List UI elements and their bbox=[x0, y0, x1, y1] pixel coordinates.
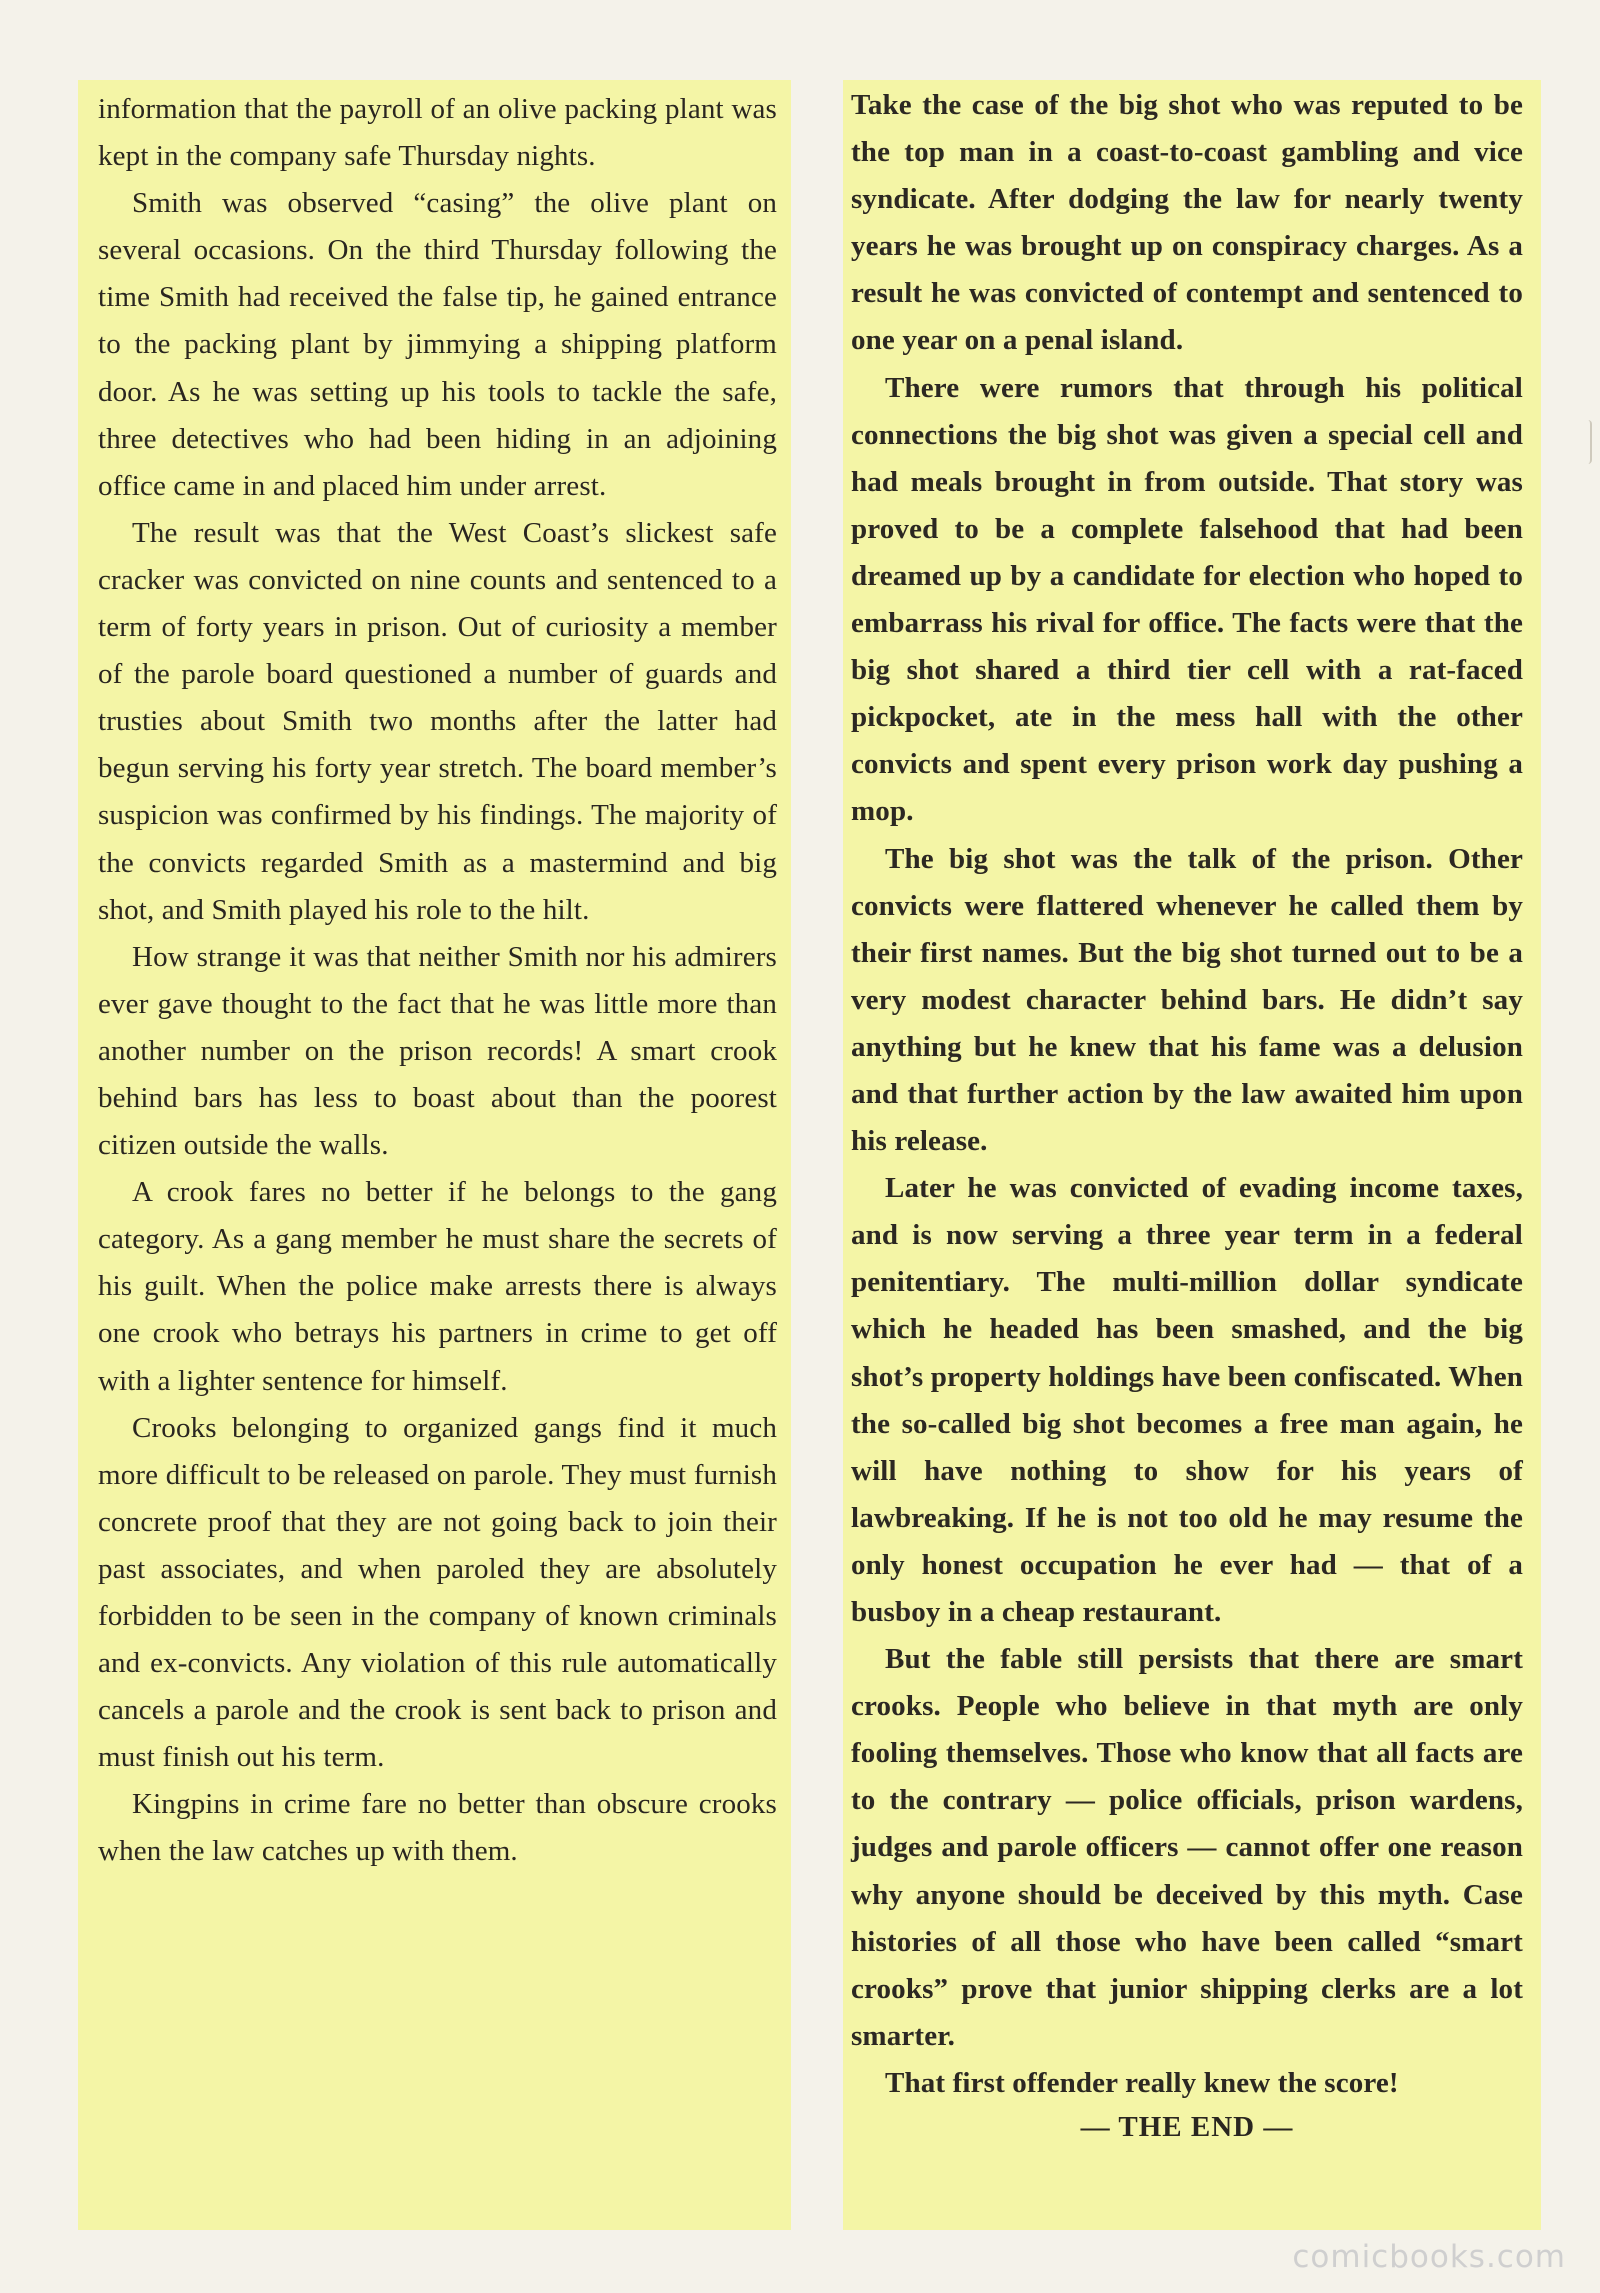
the-end-label: — THE END — bbox=[1080, 2111, 1294, 2144]
left-paragraph-3: The result was that the West Coast’s slickest safe cracker was convicted on nine counts and sentenced to a term of forty years in prison. Out of curiosity a member of the parole board questioned a number of guards and trusties about Smith two months after the latter had begun serving his forty year stretch. The board member’s suspicion was confirmed by his findings. The majority of the convicts regarded Smith as a mastermind and big shot, and Smith played his role to the hilt. bbox=[98, 516, 777, 926]
right-column bbox=[851, 82, 1523, 2144]
left-paragraph-2: Smith was observed “casing” the olive plant on several occasions. On the third Thursday following the time Smith had received the false tip, he gained entrance to the packing plant by jimmying a shipping platform door. As he was setting up his tools to tackle the safe, three detectives who had been hiding in an adjoining office came in and placed him under arrest. bbox=[98, 187, 777, 502]
left-paragraph-1: information that the payroll of an olive packing plant was kept in the company safe Thursday nights. bbox=[98, 93, 777, 173]
right-paragraph-6: That first offender really knew the score! bbox=[885, 2066, 1399, 2099]
left-paragraph-5: A crook fares no better if he belongs to the gang category. As a gang member he must share the secrets of his guilt. When the police make arrests there is always one crook who betrays his partners in crime to get off with a lighter sentence for himself. bbox=[98, 1176, 777, 1397]
left-paragraph-4: How strange it was that neither Smith nor his admirers ever gave thought to the fact that he was little more than another number on the prison records! A smart crook behind bars has less to boast about than the poorest citizen outside the walls. bbox=[98, 940, 777, 1162]
page-edge-mark bbox=[1588, 420, 1592, 464]
right-paragraph-3: The big shot was the talk of the prison. Other convicts were flattered whenever he called them by their first names. But the big shot turned out to be a very modest character behind bars. He didn’t say anything but he knew that his fame was a delusion and that further action by the law awaited him upon his release. bbox=[851, 842, 1523, 1158]
right-paragraph-1: Take the case of the big shot who was reputed to be the top man in a coast-to-coast gambling and vice syndicate. After dodging the law for nearly twenty years he was brought up on conspiracy charges. As a result he was convicted of contempt and sentenced to one year on a penal island. bbox=[851, 89, 1523, 357]
left-column bbox=[98, 86, 777, 1876]
right-paragraph-4: Later he was convicted of evading income taxes, and is now serving a three year term in a federal penitentiary. The multi-million dollar syndicate which he headed has been smashed, and the big shot’s property holdings have been confiscated. When the so-called big shot becomes a free man again, he will have nothing to show for his years of lawbreaking. If he is not too old he may resume the only honest occupation he ever had — that of a busboy in a cheap restaurant. bbox=[851, 1172, 1523, 1628]
left-paragraph-7: Kingpins in crime fare no better than obscure crooks when the law catches up with them. bbox=[98, 1788, 777, 1868]
right-paragraph-5: But the fable still persists that there are smart crooks. People who believe in that myth are only fooling themselves. Those who know that all facts are to the contrary — police officials, prison wardens, judges and parole officers — cannot offer one reason why anyone should be deceived by this myth. Case histories of all those who have been called “smart crooks” prove that junior shipping clerks are a lot smarter. bbox=[851, 1643, 1523, 2052]
left-paragraph-6: Crooks belonging to organized gangs find it much more difficult to be released on parole. They must furnish concrete proof that they are not going back to join their past associates, and when paroled they are absolutely forbidden to be seen in the company of known criminals and ex-convicts. Any violation of this rule automatically cancels a parole and the crook is sent back to prison and must finish out his term. bbox=[98, 1411, 777, 1774]
left-text-panel bbox=[78, 80, 791, 2230]
watermark: comicbooks.com bbox=[1292, 2239, 1566, 2275]
right-paragraph-2: There were rumors that through his political connections the big shot was given a special cell and had meals brought in from outside. That story was proved to be a complete falsehood that had been dreamed up by a candidate for election who hoped to embarrass his rival for office. The facts were that the big shot shared a third tier cell with a rat-faced pickpocket, ate in the mess hall with the other convicts and spent every prison work day pushing a mop. bbox=[851, 371, 1523, 828]
right-text-panel bbox=[843, 80, 1541, 2230]
